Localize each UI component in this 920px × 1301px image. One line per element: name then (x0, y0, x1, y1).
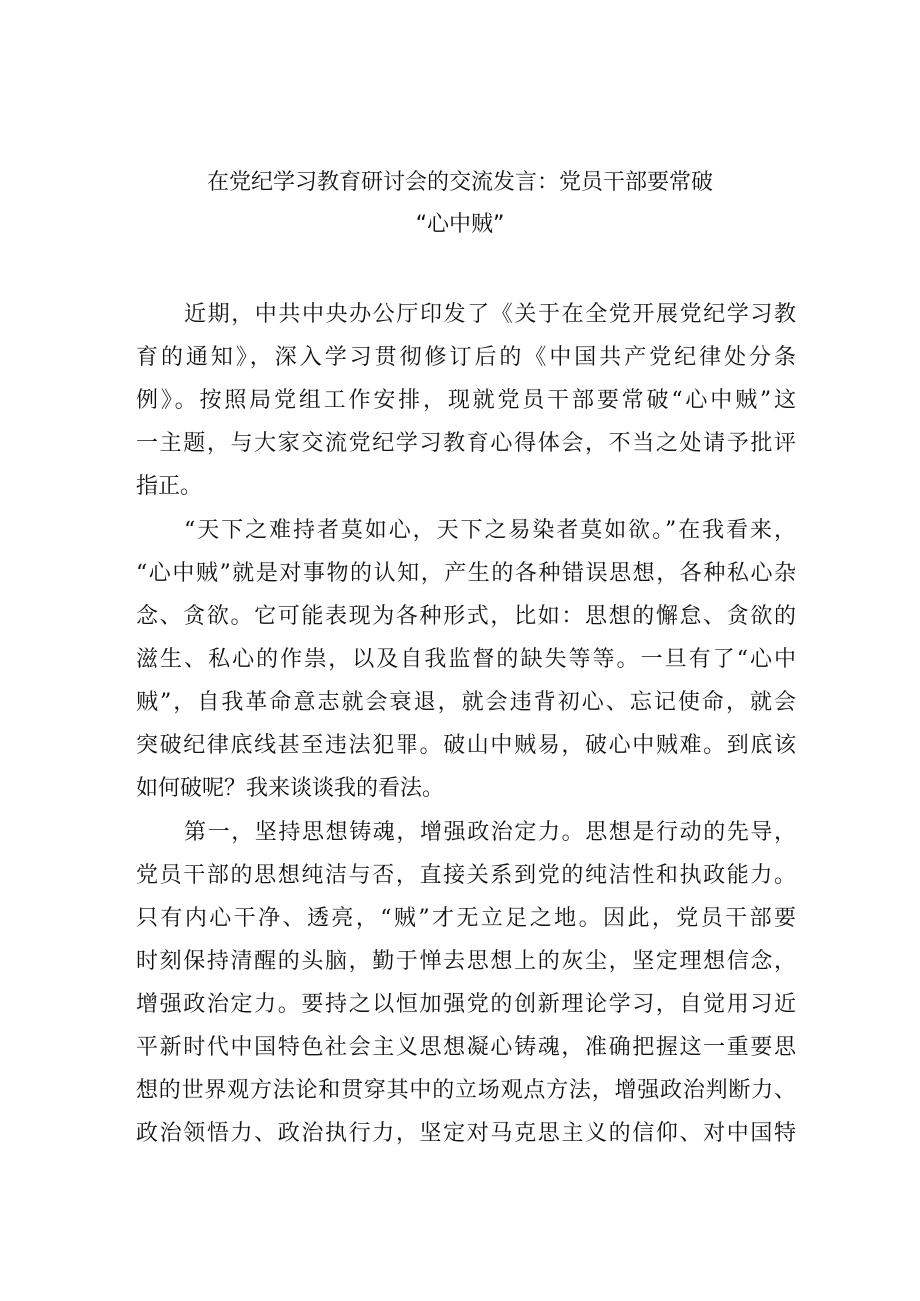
paragraph-line: 时刻保持清醒的头脑，勤于惮去思想上的灰尘，坚定理想信念， (136, 949, 796, 974)
paragraph-line: 念、贪欲。它可能表现为各种形式，比如：思想的懈怠、贪欲的 (136, 604, 796, 629)
paragraph-line: 想的世界观方法论和贯穿其中的立场观点方法，增强政治判断力、 (136, 1078, 796, 1103)
paragraph-line: 一主题，与大家交流党纪学习教育心得体会，不当之处请予批评 (136, 431, 796, 456)
paragraph-line: 近期，中共中央办公厅印发了《关于在全党开展党纪学习教 (184, 302, 796, 327)
paragraph-line: 如何破呢？我来谈谈我的看法。 (136, 776, 445, 801)
paragraph-line: 政治领悟力、政治执行力，坚定对马克思主义的信仰、对中国特 (136, 1121, 796, 1146)
paragraph-line: 增强政治定力。要持之以恒加强党的创新理论学习，自觉用习近 (136, 992, 796, 1017)
paragraph-line: 平新时代中国特色社会主义思想凝心铸魂，准确把握这一重要思 (136, 1035, 796, 1060)
document-title-line-1: 在党纪学习教育研讨会的交流发言：党员干部要常破 (206, 170, 713, 195)
paragraph-line: 指正。 (136, 474, 203, 499)
paragraph-line: 党员干部的思想纯洁与否，直接关系到党的纯洁性和执政能力。 (136, 863, 796, 888)
paragraph-line: 只有内心干净、透亮，“贼”才无立足之地。因此，党员干部要 (136, 906, 796, 931)
paragraph-line: 例》。按照局党组工作安排，现就党员干部要常破“心中贼”这 (136, 388, 796, 413)
paragraph-line: 贼”，自我革命意志就会衰退，就会违背初心、忘记使命，就会 (136, 690, 796, 715)
paragraph-line: 育的通知》，深入学习贯彻修订后的《中国共产党纪律处分条 (136, 345, 796, 370)
paragraph-line: 突破纪律底线甚至违法犯罪。破山中贼易，破心中贼难。到底该 (136, 733, 796, 758)
paragraph-line: “心中贼”就是对事物的认知，产生的各种错误思想，各种私心杂 (136, 561, 796, 586)
paragraph-line: 第一，坚持思想铸魂，增强政治定力。思想是行动的先导， (184, 820, 796, 845)
paragraph-line: 滋生、私心的作祟，以及自我监督的缺失等等。一旦有了“心中 (136, 647, 796, 672)
paragraph-line: “天下之难持者莫如心，天下之易染者莫如欲。”在我看来， (184, 518, 796, 543)
document-title-line-2: “心中贼” (415, 212, 505, 237)
